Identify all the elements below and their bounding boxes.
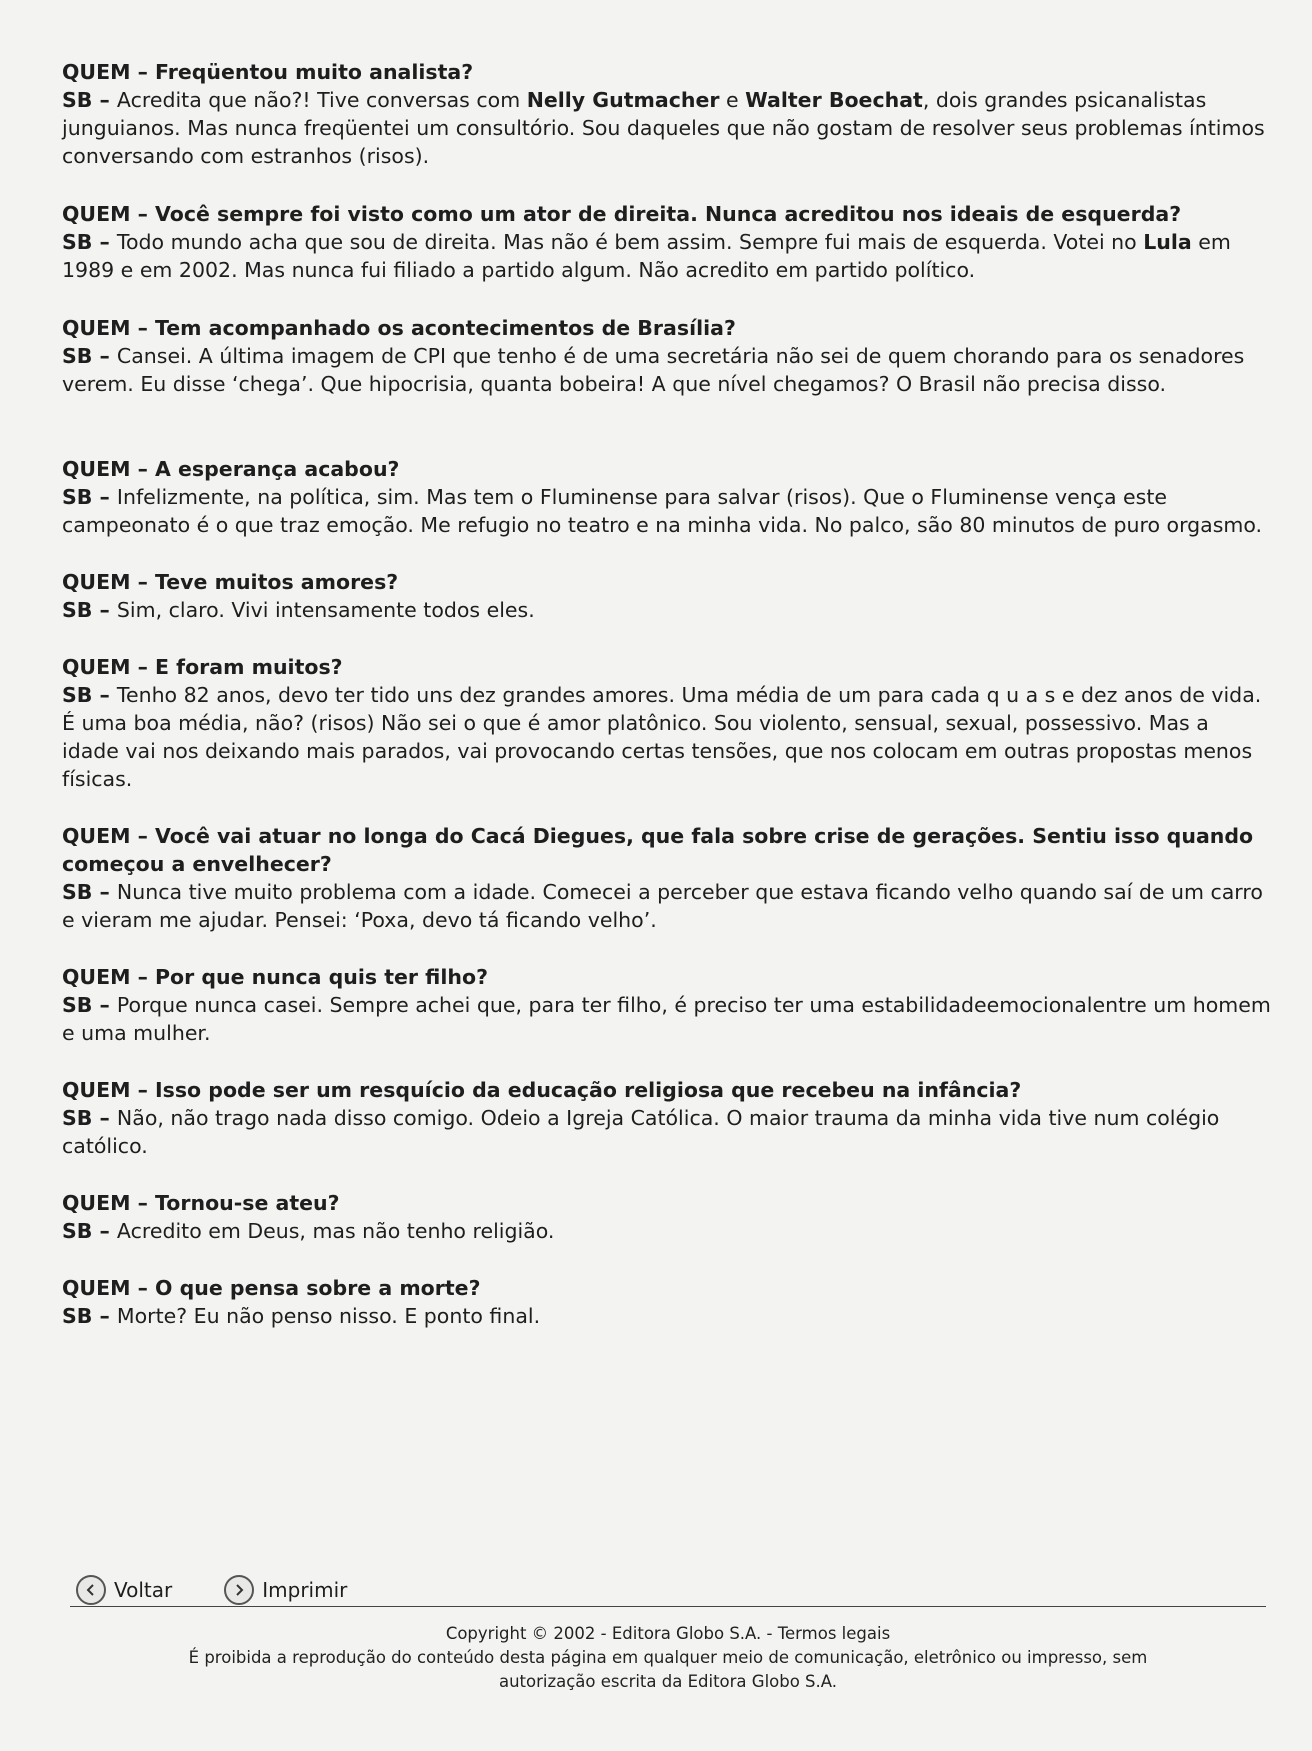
answer [62,878,1272,934]
qa-block [62,1076,1272,1160]
answer-text: em 1989 e em 2002. Mas nunca fui filiado a partido algum. Não acredito em partido político. [62,230,1231,282]
qa-block [62,200,1272,284]
answer-text: e [719,88,746,112]
answer-text: , dois grandes psicanalistas junguianos. Mas nunca freqüentei um consultório. Sou daqueles que não gostam de resolver seus problemas íntimos conversando com estranhos (risos). [62,88,1265,168]
question-text: Você sempre foi visto como um ator de direita. Nunca acreditou nos ideais de esquerda? [155,202,1182,226]
answer [62,483,1272,539]
question-text: Tornou-se ateu? [155,1191,340,1215]
print-button[interactable] [224,1575,347,1605]
interview-content [62,58,1272,1330]
copyright-text: Copyright © 2002 - Editora Globo S.A. - Termos legais [445,1624,891,1643]
question-prefix: QUEM – [62,655,156,679]
answer-prefix: SB – [62,598,117,622]
print-label: Imprimir [262,1578,348,1602]
answer-text: Porque nunca casei. Sempre achei que, para ter filho, é preciso ter uma estabilidadeemocionalentre um homem e uma mulher. [62,993,1271,1045]
chevron-right-icon [224,1575,254,1605]
question-text: Freqüentou muito analista? [155,60,474,84]
answer-prefix: SB – [62,880,117,904]
qa-block [62,963,1272,1047]
qa-block [62,455,1272,539]
qa-block [62,58,1272,170]
answer-prefix: SB – [62,1106,117,1130]
question-prefix: QUEM – [62,824,156,848]
question [62,1076,1272,1104]
copyright-notice-line1: É proibida a reprodução do conteúdo desta página em qualquer meio de comunicação, eletrônico ou impresso, sem [188,1648,1148,1667]
answer-text: Acredito em Deus, mas não tenho religião. [116,1219,555,1243]
question-prefix: QUEM – [62,457,156,481]
chevron-left-icon [76,1575,106,1605]
question [62,1189,1272,1217]
question [62,963,1272,991]
answer [62,1302,1272,1330]
qa-block [62,568,1272,624]
question-prefix: QUEM – [62,570,156,594]
answer-text: Tenho 82 anos, devo ter tido uns dez grandes amores. Uma média de um para cada q u a s e dez anos de vida. É uma boa média, não? (risos) Não sei o que é amor platônico. Sou violento, sensual, sexual, possessivo. Mas a idade vai nos deixando mais parados, vai provocando certas tensões, que nos colocam em outras propostas menos físicas. [62,683,1262,791]
answer [62,991,1272,1047]
answer-text: Cansei. A última imagem de CPI que tenho é de uma secretária não sei de quem chorando para os senadores verem. Eu disse ‘chega’. Que hipocrisia, quanta bobeira! A que nível chegamos? O Brasil não precisa disso. [62,344,1245,396]
answer [62,342,1272,398]
answer-text: Não, não trago nada disso comigo. Odeio a Igreja Católica. O maior trauma da minha vida tive num colégio católico. [62,1106,1220,1158]
answer-prefix: SB – [62,485,117,509]
answer-prefix: SB – [62,1219,117,1243]
answer-prefix: SB – [62,88,117,112]
question-prefix: QUEM – [62,1276,156,1300]
question [62,822,1272,878]
answer-text: Todo mundo acha que sou de direita. Mas não é bem assim. Sempre fui mais de esquerda. Votei no [116,230,1144,254]
footer-divider [70,1606,1266,1607]
answer [62,1217,1272,1245]
question [62,568,1272,596]
question [62,314,1272,342]
answer [62,86,1272,170]
back-label: Voltar [114,1578,173,1602]
question-text: E foram muitos? [155,655,343,679]
answer-name: Lula [1143,230,1192,254]
question-text: Tem acompanhado os acontecimentos de Brasília? [155,316,736,340]
answer-name: Walter Boechat [745,88,923,112]
question [62,58,1272,86]
answer-text: Nunca tive muito problema com a idade. Comecei a perceber que estava ficando velho quando saí de um carro e vieram me ajudar. Pensei: ‘Poxa, devo tá ficando velho’. [62,880,1263,932]
question-text: O que pensa sobre a morte? [155,1276,481,1300]
answer-text: Infelizmente, na política, sim. Mas tem o Fluminense para salvar (risos). Que o Fluminense vença este campeonato é o que traz emoção. Me refugio no teatro e na minha vida. No palco, são 80 minutos de puro orgasmo. [62,485,1263,537]
answer-text: Sim, claro. Vivi intensamente todos eles. [116,598,535,622]
question-prefix: QUEM – [62,1078,156,1102]
answer-prefix: SB – [62,230,117,254]
answer [62,228,1272,284]
qa-block [62,822,1272,934]
question-text: Teve muitos amores? [155,570,399,594]
copyright-notice-line2: autorização escrita da Editora Globo S.A. [498,1672,838,1691]
question-prefix: QUEM – [62,316,156,340]
question [62,653,1272,681]
answer-prefix: SB – [62,993,117,1017]
answer-text: Acredita que não?! Tive conversas com [116,88,527,112]
question-text: Você vai atuar no longa do Cacá Diegues, que fala sobre crise de gerações. Sentiu isso quando começou a envelhecer? [62,824,1254,876]
answer-prefix: SB – [62,683,117,707]
question-prefix: QUEM – [62,1191,156,1215]
page-nav [76,1572,399,1608]
question-text: Por que nunca quis ter filho? [155,965,488,989]
answer [62,596,1272,624]
answer-name: Nelly Gutmacher [526,88,720,112]
question [62,455,1272,483]
question-prefix: QUEM – [62,965,156,989]
answer-prefix: SB – [62,344,117,368]
question-text: Isso pode ser um resquício da educação religiosa que recebeu na infância? [155,1078,1022,1102]
footer [70,1622,1266,1694]
qa-block [62,1274,1272,1330]
answer [62,681,1272,793]
question-prefix: QUEM – [62,202,156,226]
answer-prefix: SB – [62,1304,117,1328]
back-button[interactable] [76,1575,172,1605]
answer-text: Morte? Eu não penso nisso. E ponto final. [116,1304,541,1328]
qa-block [62,314,1272,398]
question [62,200,1272,228]
answer [62,1104,1272,1160]
qa-block [62,653,1272,793]
question-text: A esperança acabou? [155,457,400,481]
question-prefix: QUEM – [62,60,156,84]
question [62,1274,1272,1302]
qa-block [62,1189,1272,1245]
